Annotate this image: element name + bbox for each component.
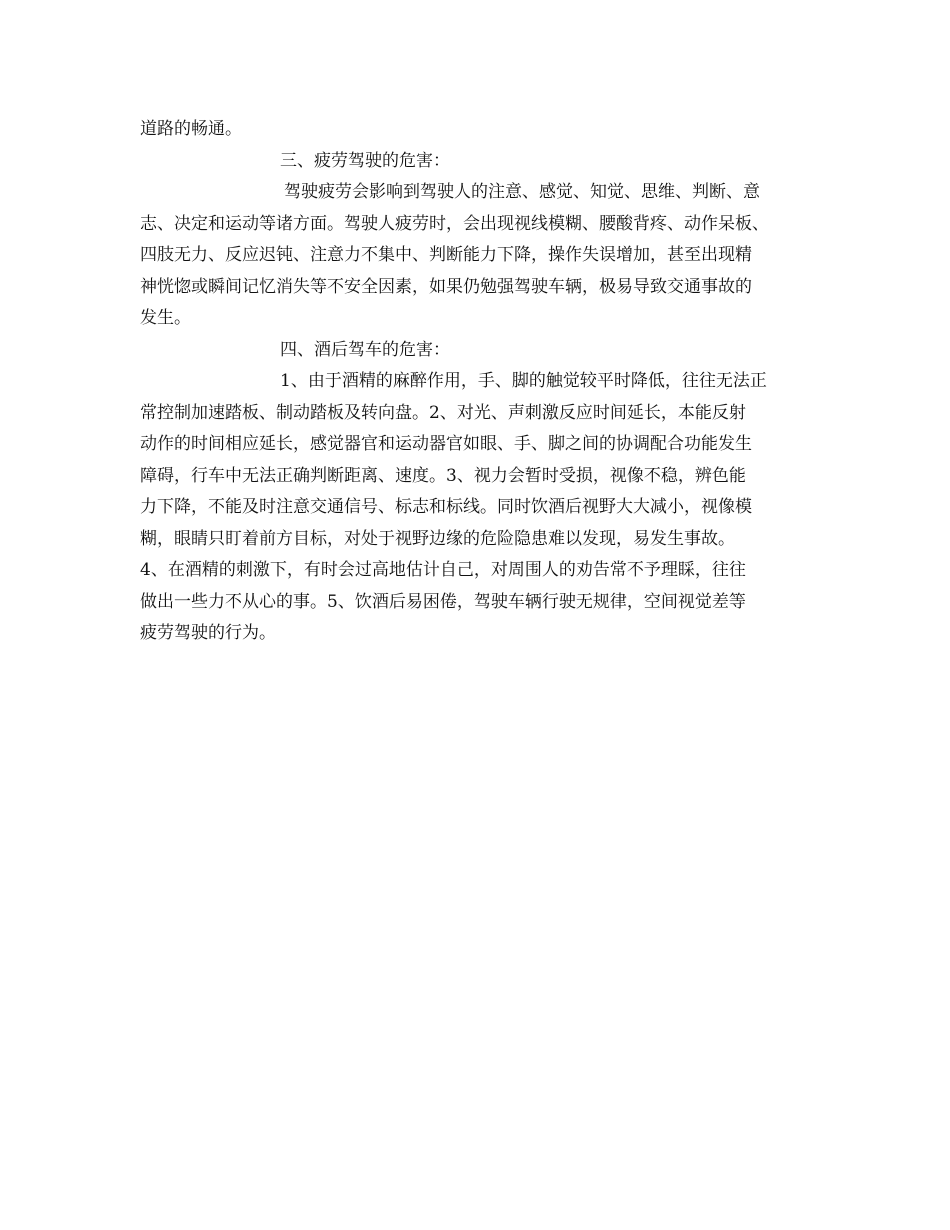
section-heading-drunk-driving: 四、酒后驾车的危害：: [280, 339, 450, 360]
paragraph-line: 4、在酒精的刺激下，有时会过高地估计自己，对周围人的劝告常不予理睬，往往: [140, 560, 746, 580]
paragraph-line: 发生。: [140, 308, 191, 328]
paragraph-line: 志、决定和运动等诸方面。驾驶人疲劳时，会出现视线模糊、腰酸背疼、动作呆板、: [140, 213, 769, 234]
paragraph-line: 疲劳驾驶的行为。: [140, 623, 276, 643]
paragraph-line: 做出一些力不从心的事。5、饮酒后易困倦，驾驶车辆行驶无规律，空间视觉差等: [140, 591, 746, 612]
paragraph-line: 1、由于酒精的麻醉作用，手、脚的触觉较平时降低，往往无法正: [280, 371, 767, 391]
paragraph-line: 常控制加速踏板、制动踏板及转向盘。2、对光、声刺激反应时间延长，本能反射: [140, 402, 746, 423]
paragraph-line: 神恍惚或瞬间记忆消失等不安全因素，如果仍勉强驾驶车辆，极易导致交通事故的: [140, 276, 752, 297]
paragraph-line: 道路的畅通。: [140, 119, 242, 139]
paragraph-line: 动作的时间相应延长，感觉器官和运动器官如眼、手、脚之间的协调配合功能发生: [140, 434, 752, 454]
paragraph-line: 驾驶疲劳会影响到驾驶人的注意、感觉、知觉、思维、判断、意: [284, 182, 760, 202]
document-body: [140, 114, 830, 650]
paragraph-line: 糊，眼睛只盯着前方目标，对处于视野边缘的危险隐患难以发现，易发生事故。: [140, 528, 735, 549]
paragraph-line: 四肢无力、反应迟钝、注意力不集中、判断能力下降，操作失误增加，甚至出现精: [140, 245, 752, 265]
paragraph-line: 力下降，不能及时注意交通信号、标志和标线。同时饮酒后视野大大减小，视像模: [140, 497, 752, 517]
paragraph-line: 障碍，行车中无法正确判断距离、速度。3、视力会暂时受损，视像不稳，辨色能: [140, 465, 746, 486]
section-heading-fatigue-driving: 三、疲劳驾驶的危害：: [280, 150, 450, 171]
